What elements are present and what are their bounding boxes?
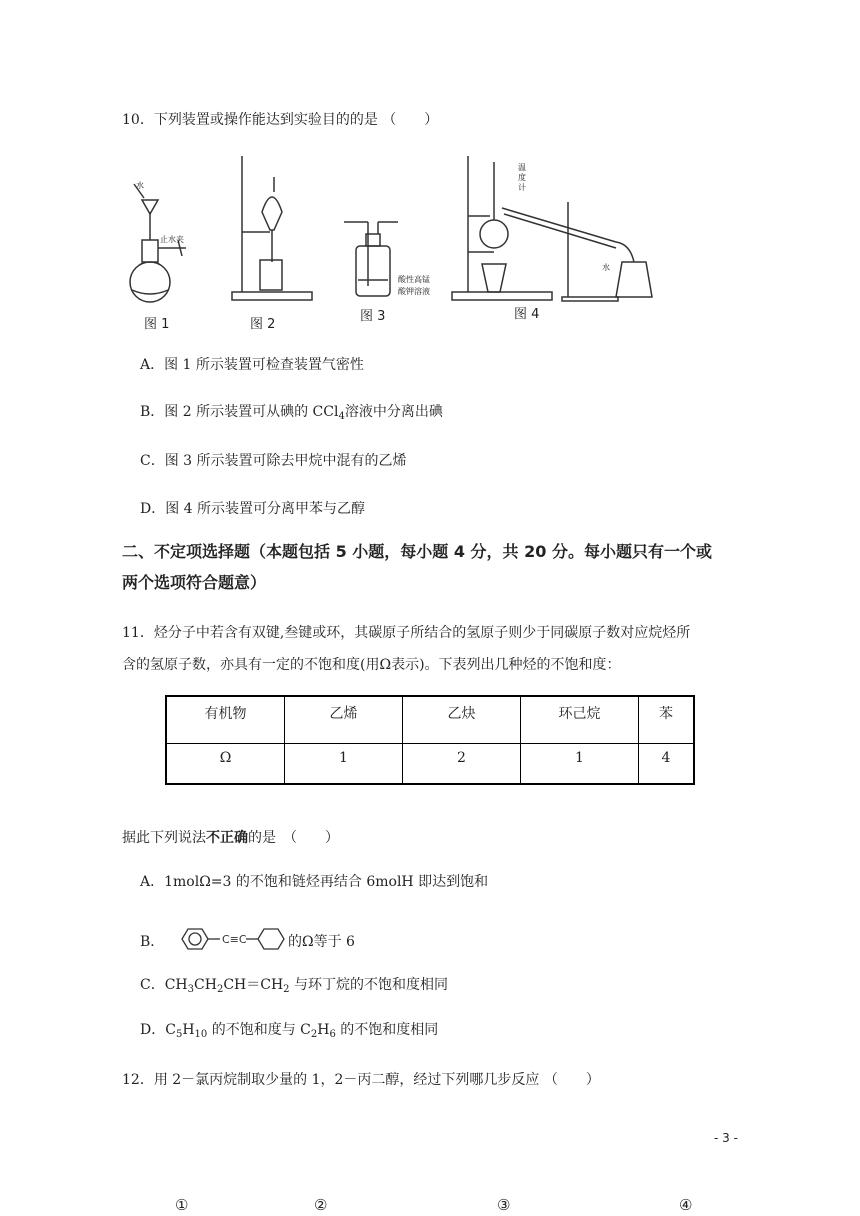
alkyne-bond-label: C≡C [222,933,247,946]
fig2-apparatus [232,156,312,300]
step-marker-2: ② [314,1196,328,1214]
q10-option-b [140,402,443,422]
q11-option-d-sub: 2 [310,1029,318,1040]
fig1-caption: 图 1 [144,317,170,332]
q11-option-d-part: 的不饱和度相同 [335,1022,439,1038]
q10-option-a: A．图 1 所示装置可检查装置气密性 [140,357,364,373]
q11-option-c-sub: 3 [187,984,195,995]
q11-option-b-post: 的Ω等于 6 [288,934,355,950]
q11-option-d [140,1020,438,1040]
q10-option-b-pre: B．图 2 所示装置可从碘的 CCl [140,404,339,420]
table-cell: 4 [639,743,695,784]
q11-option-d-sub: 10 [194,1029,208,1040]
q11-prompt-pre: 据此下列说法 [122,830,206,846]
table-cell: 1 [521,743,639,784]
table-cell: 有机物 [166,696,285,743]
q11-line2: 含的氢原子数，亦具有一定的不饱和度(用Ω表示)。下表列出几种烃的不饱和度： [122,657,621,673]
fig1-label-clamp: 止水夹 [160,235,184,244]
q11-option-c-part: CH＝CH [223,977,284,993]
table-cell: 2 [403,743,521,784]
q11-option-d-part: H [317,1022,330,1038]
table-cell: 苯 [639,696,695,743]
q11-option-d-sub: 5 [175,1029,183,1040]
q11-option-c-sub: 2 [283,984,290,995]
q11-option-c-part: C．CH [140,977,188,993]
fig3-caption: 图 3 [360,309,386,324]
q11-option-d-part: H [182,1022,195,1038]
fig4-caption: 图 4 [514,307,540,322]
fig4-label-thermo-1: 温 [518,163,526,172]
step-marker-3: ③ [497,1196,511,1214]
table-header-row [166,696,694,743]
q11-option-d-part: 的不饱和度与 C [207,1022,311,1038]
q11-option-c-part: 与环丁烷的不饱和度相同 [289,977,448,993]
fig4-label-thermo-3: 计 [518,183,526,192]
q11-option-b [140,932,164,952]
table-row [166,743,694,784]
q11-line1: 11．烃分子中若含有双键,叁键或环，其碳原子所结合的氢原子则少于同碳原子数对应烷烃所 [122,625,691,641]
table-cell: 乙烯 [285,696,403,743]
section2-line1: 二、不定项选择题（本题包括 5 小题，每小题 4 分，共 20 分。每小题只有一个或 [122,542,712,561]
q11-prompt [122,828,339,848]
fig2-caption: 图 2 [250,317,276,332]
q11-option-c [140,975,448,995]
table-cell: Ω [166,743,285,784]
fig1-label-water: 水 [136,181,144,190]
q10-option-b-sub: 4 [338,411,345,422]
fig4-apparatus [452,156,652,301]
page-number: - 3 - [714,1131,738,1145]
q11-option-d-part: D．C [140,1022,176,1038]
q11-prompt-bold: 不正确 [206,830,248,846]
table-cell: 环己烷 [521,696,639,743]
step-marker-1: ① [175,1196,189,1214]
fig3-label-line2: 酸钾溶液 [398,287,430,296]
table-cell: 乙炔 [403,696,521,743]
q10-option-c: C．图 3 所示装置可除去甲烷中混有的乙烯 [140,453,407,469]
section2-line2: 两个选项符合题意） [122,573,267,592]
benzene-alkyne-cyclohexane-structure [176,926,288,952]
q12-stem: 12．用 2－氯丙烷制取少量的 1，2－丙二醇，经过下列哪几步反应 （ ） [122,1072,600,1088]
q11-option-c-sub: 2 [216,984,224,995]
fig4-label-thermo-2: 度 [518,173,526,182]
q11-prompt-post: 的是 （ ） [248,830,339,846]
fig4-label-water: 水 [602,263,610,272]
q11-option-b-pre: B． [140,934,165,950]
table-cell: 1 [285,743,403,784]
q10-option-b-post: 溶液中分离出碘 [344,404,443,420]
fig3-label-line1: 酸性高锰 [398,275,430,284]
step-marker-4: ④ [679,1196,693,1214]
q10-stem: 10．下列装置或操作能达到实验目的的是 （ ） [122,112,439,128]
q11-option-c-part: CH [194,977,217,993]
q11-option-d-sub: 6 [329,1029,336,1040]
q11-option-a: A．1molΩ=3 的不饱和链烃再结合 6molH 即达到饱和 [140,874,489,890]
q10-option-d: D．图 4 所示装置可分离甲苯与乙醇 [140,501,366,517]
fig3-apparatus [344,222,398,296]
unsaturation-table [165,695,695,785]
q10-apparatus-figures [122,152,662,332]
